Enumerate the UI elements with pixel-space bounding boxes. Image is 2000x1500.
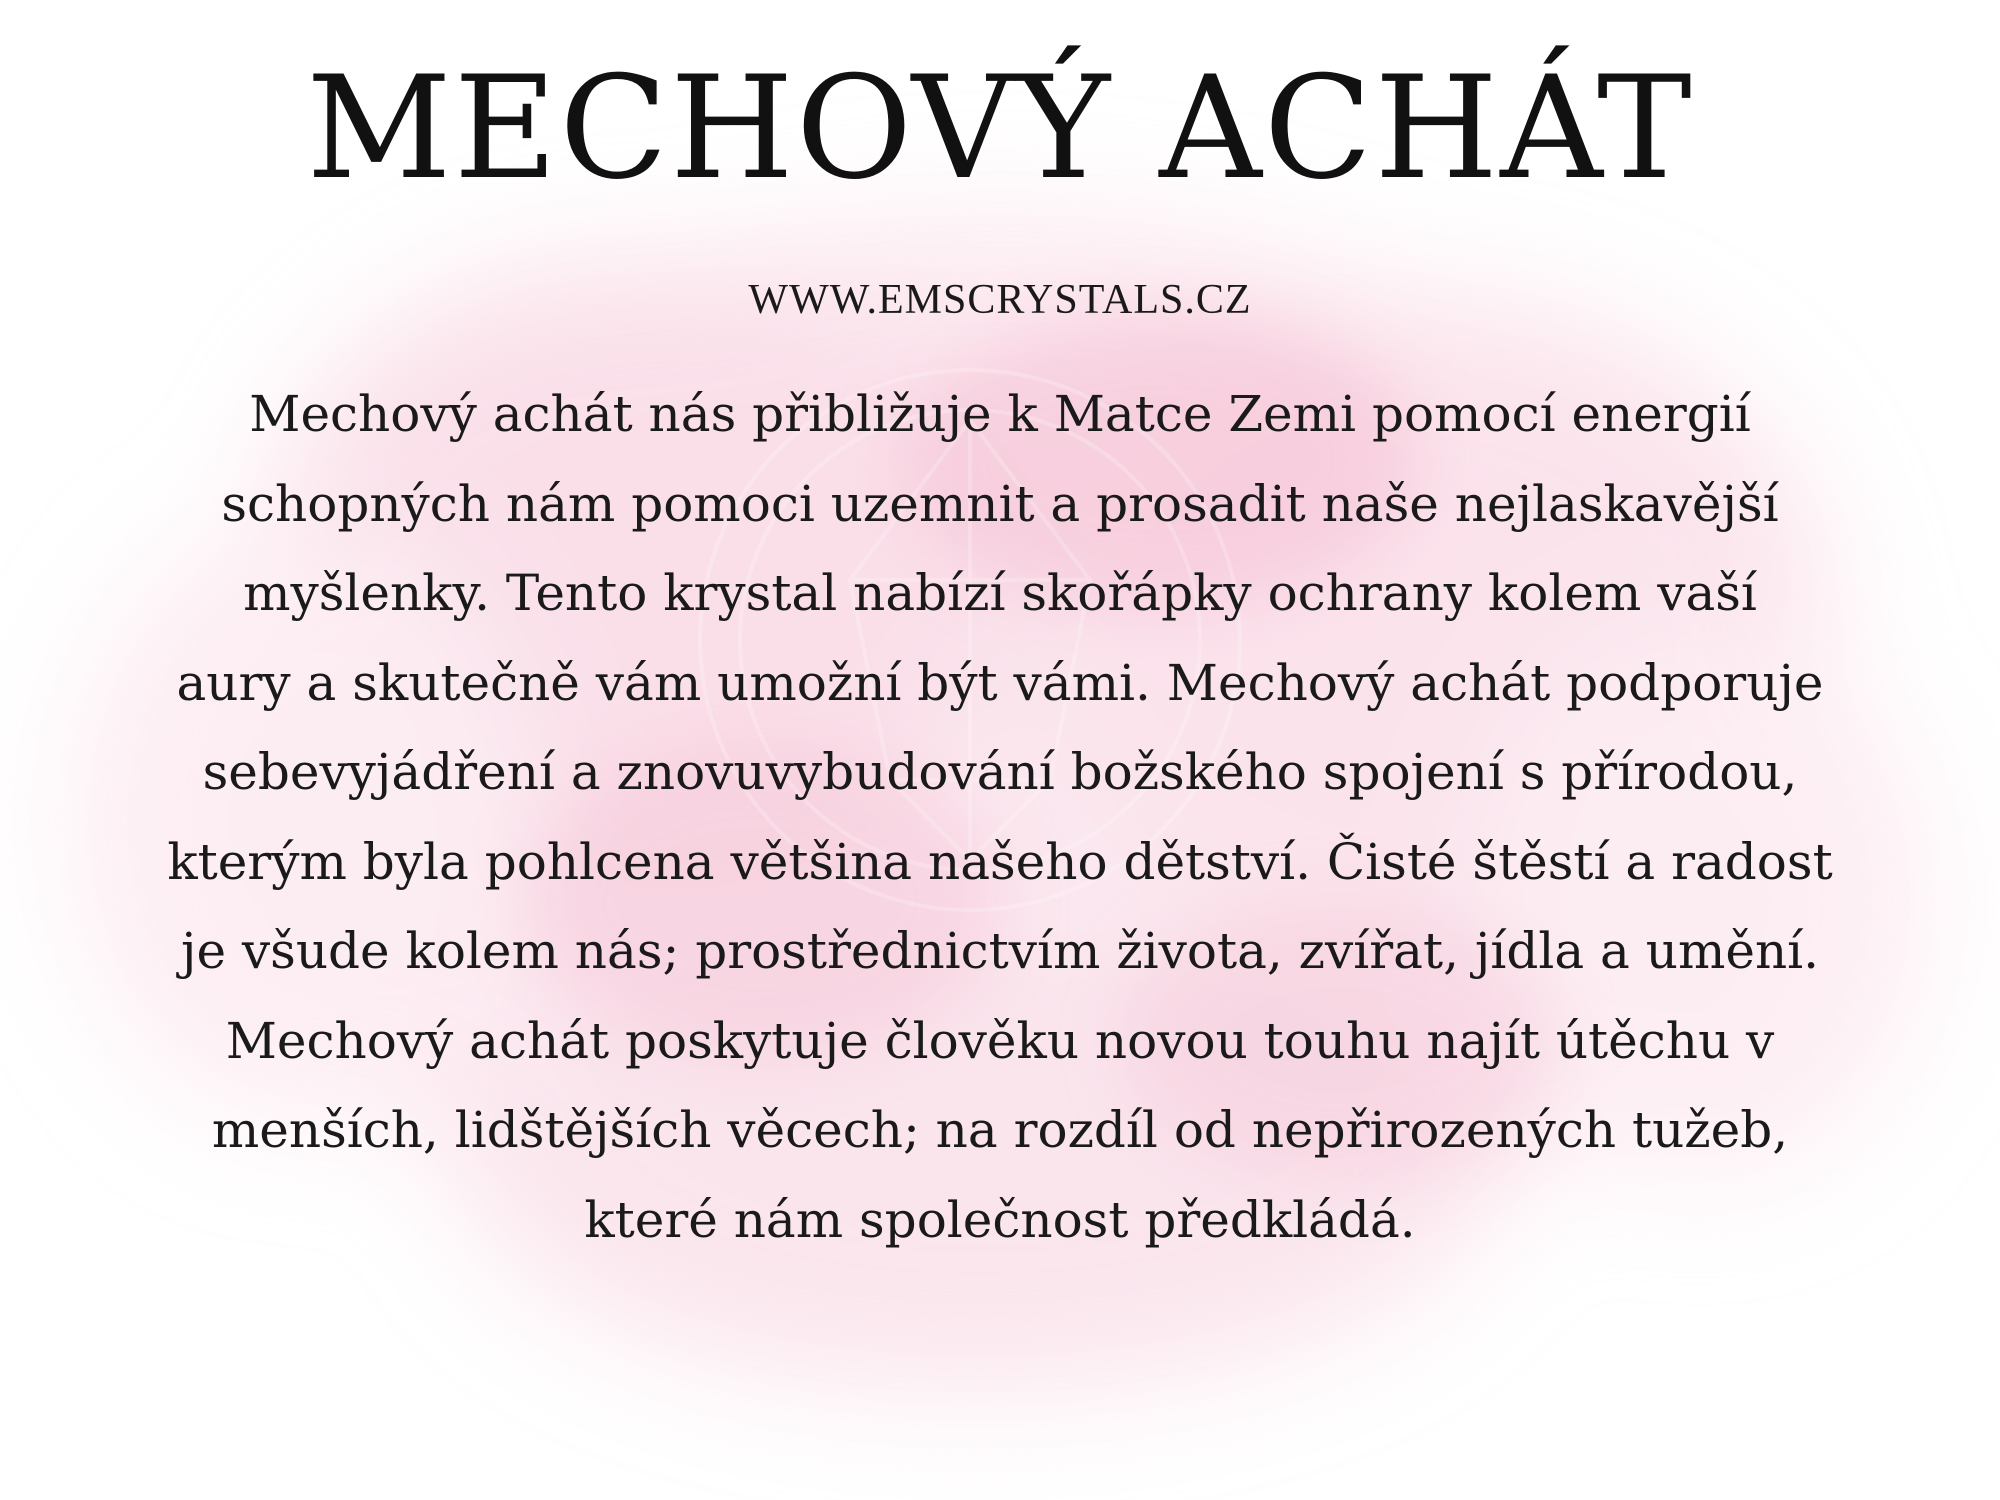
description-line: Mechový achát poskytuje člověku novou touhu najít útěchu v — [225, 1011, 1775, 1070]
page-title: MECHOVÝ ACHÁT — [306, 46, 1694, 211]
description-line: kterým byla pohlcena většina našeho dětství. Čisté štěstí a radost — [167, 832, 1833, 891]
description-line: sebevyjádření a znovuvybudování božského spojení s přírodou, — [202, 743, 1798, 801]
website-url: WWW.EMSCRYSTALS.CZ — [748, 277, 1252, 323]
description-line: myšlenky. Tento krystal nabízí skořápky ochrany kolem vaší — [243, 564, 1757, 622]
description-line: Mechový achát nás přibližuje k Matce Zemi pomocí energií — [249, 385, 1751, 443]
description-line: které nám společnost předkládá. — [584, 1190, 1416, 1249]
description-line: schopných nám pomoci uzemnit a prosadit naše nejlaskavější — [221, 474, 1779, 533]
description-line: je všude kolem nás; prostřednictvím života, zvířat, jídla a umění. — [180, 922, 1820, 980]
description-line: aury a skutečně vám umožní být vámi. Mechový achát podporuje — [176, 653, 1824, 712]
description-line: menších, lidštějších věcech; na rozdíl od nepřirozených tužeb, — [211, 1101, 1789, 1159]
description-text — [60, 370, 1940, 1265]
